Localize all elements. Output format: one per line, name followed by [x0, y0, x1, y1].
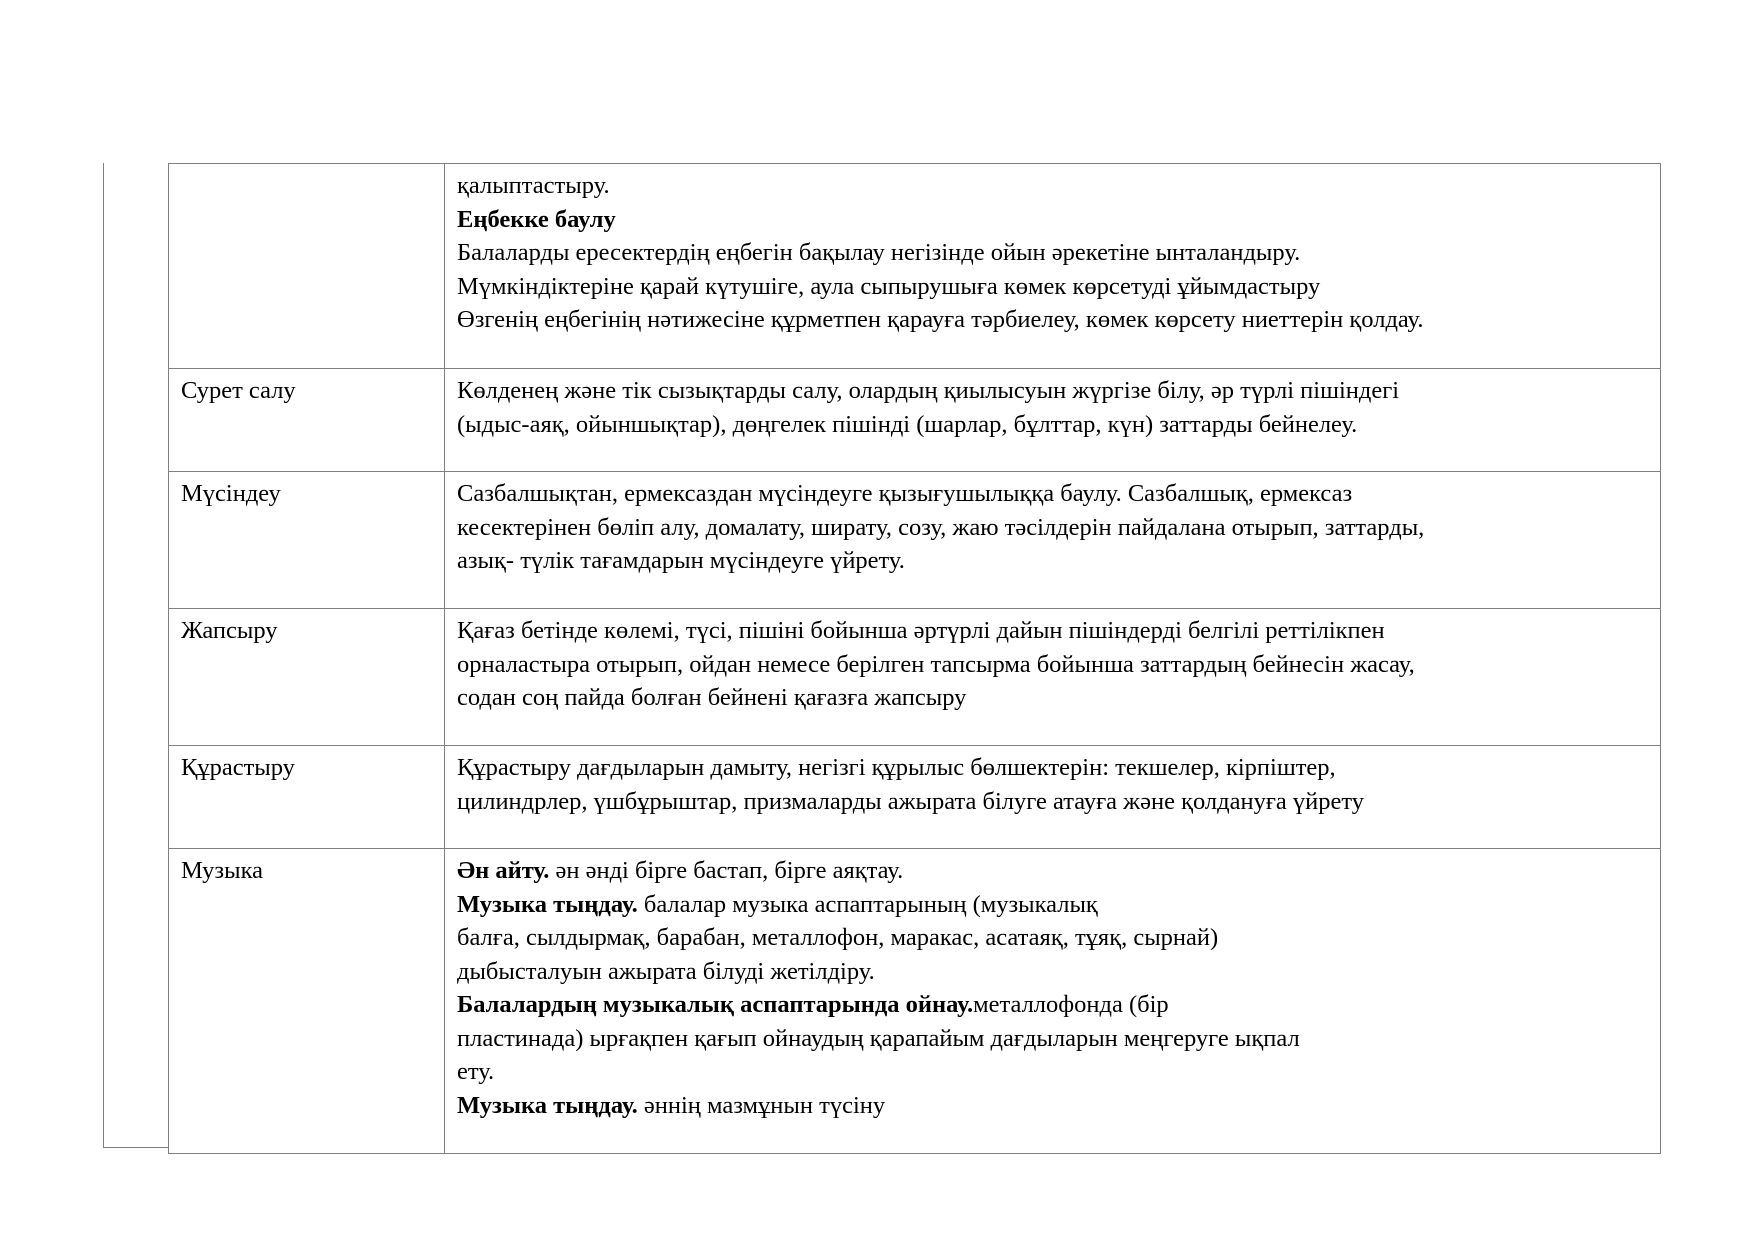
table-row	[169, 849, 1661, 1154]
content-line	[457, 1055, 1650, 1089]
content-line	[457, 236, 1650, 270]
bold-heading: Ән айту.	[457, 857, 550, 884]
content-line	[457, 408, 1650, 442]
subject-cell: Сурет салу	[169, 369, 445, 472]
content-line	[457, 614, 1650, 648]
content-cell	[445, 849, 1661, 1154]
line-text: балға, сылдырмақ, барабан, металлофон, маракас, асатаяқ, тұяқ, сырнай)	[457, 924, 1219, 951]
content-line	[457, 374, 1650, 408]
content-line	[457, 544, 1650, 578]
line-text: содан соң пайда болған бейнені қағазға жапсыру	[457, 684, 967, 711]
content-cell	[445, 164, 1661, 369]
content-line	[457, 203, 1650, 237]
bold-heading: Еңбекке баулу	[457, 205, 616, 233]
subject-cell	[169, 164, 445, 369]
line-text: Балаларды ересектердің еңбегін бақылау негізінде ойын әрекетіне ынталандыру.	[457, 239, 1301, 266]
content-cell	[445, 746, 1661, 849]
line-text: қалыптастыру.	[457, 172, 610, 199]
line-text: азық- түлік тағамдарын мүсіндеуге үйрету.	[457, 547, 905, 574]
line-text: кесектерінен бөліп алу, домалату, ширату, созу, жаю тәсілдерін пайдалана отырып, заттарды,	[457, 513, 1425, 541]
content-line	[457, 888, 1650, 922]
line-text: Өзгенің еңбегінің нәтижесіне құрметпен қарауға тәрбиелеу, көмек көрсету ниеттерін қолдау.	[457, 306, 1424, 333]
subject-cell: Құрастыру	[169, 746, 445, 849]
line-text: балалар музыка аспаптарының (музыкалық	[637, 890, 1098, 918]
table-row	[169, 472, 1661, 609]
line-text: орналастыра отырып, ойдан немесе берілген тапсырма бойынша заттардың бейнесін жасау,	[457, 650, 1415, 678]
table-row	[169, 369, 1661, 472]
content-cell	[445, 472, 1661, 609]
line-text: металлофонда (бір	[973, 991, 1169, 1018]
content-line	[457, 921, 1650, 955]
line-text: әннің мазмұнын түсіну	[637, 1091, 886, 1119]
content-line	[457, 648, 1650, 682]
content-line	[457, 477, 1650, 511]
content-line	[457, 955, 1650, 989]
content-cell	[445, 369, 1661, 472]
line-text: дыбысталуын ажырата білуді жетілдіру.	[457, 957, 875, 985]
content-line	[457, 785, 1650, 819]
bold-heading: Музыка тыңдау.	[457, 1091, 638, 1119]
table-row	[169, 609, 1661, 746]
line-text: Құрастыру дағдыларын дамыту, негізгі құрылыс бөлшектерін: текшелер, кірпіштер,	[457, 754, 1336, 781]
content-line	[457, 303, 1650, 337]
line-text: (ыдыс-аяқ, ойыншықтар), дөңгелек пішінді (шарлар, бұлттар, күн) заттарды бейнелеу.	[457, 410, 1358, 438]
line-text: ету.	[457, 1058, 495, 1085]
outer-table-column	[103, 163, 169, 1148]
content-line	[457, 854, 1650, 888]
bold-heading: Музыка тыңдау.	[457, 890, 638, 918]
content-line	[457, 511, 1650, 545]
line-text: ән әнді бірге бастап, бірге аяқтау.	[549, 857, 904, 884]
line-text: Мүмкіндіктеріне қарай күтушіге, аула сыпырушыға көмек көрсетуді ұйымдастыру	[457, 272, 1321, 300]
subject-cell: Мүсіндеу	[169, 472, 445, 609]
content-line	[457, 1022, 1650, 1056]
curriculum-table	[168, 163, 1661, 1154]
line-text: Сазбалшықтан, ермексаздан мүсіндеуге қызығушылыққа баулу. Сазбалшық, ермексаз	[457, 480, 1353, 507]
line-text: пластинада) ырғақпен қағып ойнаудың қарапайым дағдыларын меңгеруге ықпал	[457, 1024, 1300, 1052]
line-text: Қағаз бетінде көлемі, түсі, пішіні бойынша әртүрлі дайын пішіндерді белгілі реттілікпен	[457, 617, 1385, 644]
content-line	[457, 751, 1650, 785]
subject-cell: Жапсыру	[169, 609, 445, 746]
content-line	[457, 1089, 1650, 1123]
subject-cell: Музыка	[169, 849, 445, 1154]
bold-heading: Балалардың музыкалық аспаптарында ойнау.	[457, 991, 974, 1018]
table-row	[169, 746, 1661, 849]
content-line	[457, 681, 1650, 715]
content-cell	[445, 609, 1661, 746]
content-line	[457, 988, 1650, 1022]
content-line	[457, 270, 1650, 304]
line-text: цилиндрлер, үшбұрыштар, призмаларды ажырата білуге атауға және қолдануға үйрету	[457, 787, 1365, 815]
table-row	[169, 164, 1661, 369]
content-line	[457, 169, 1650, 203]
line-text: Көлденең және тік сызықтарды салу, олардың қиылысуын жүргізе білу, әр түрлі пішіндегі	[457, 377, 1400, 404]
